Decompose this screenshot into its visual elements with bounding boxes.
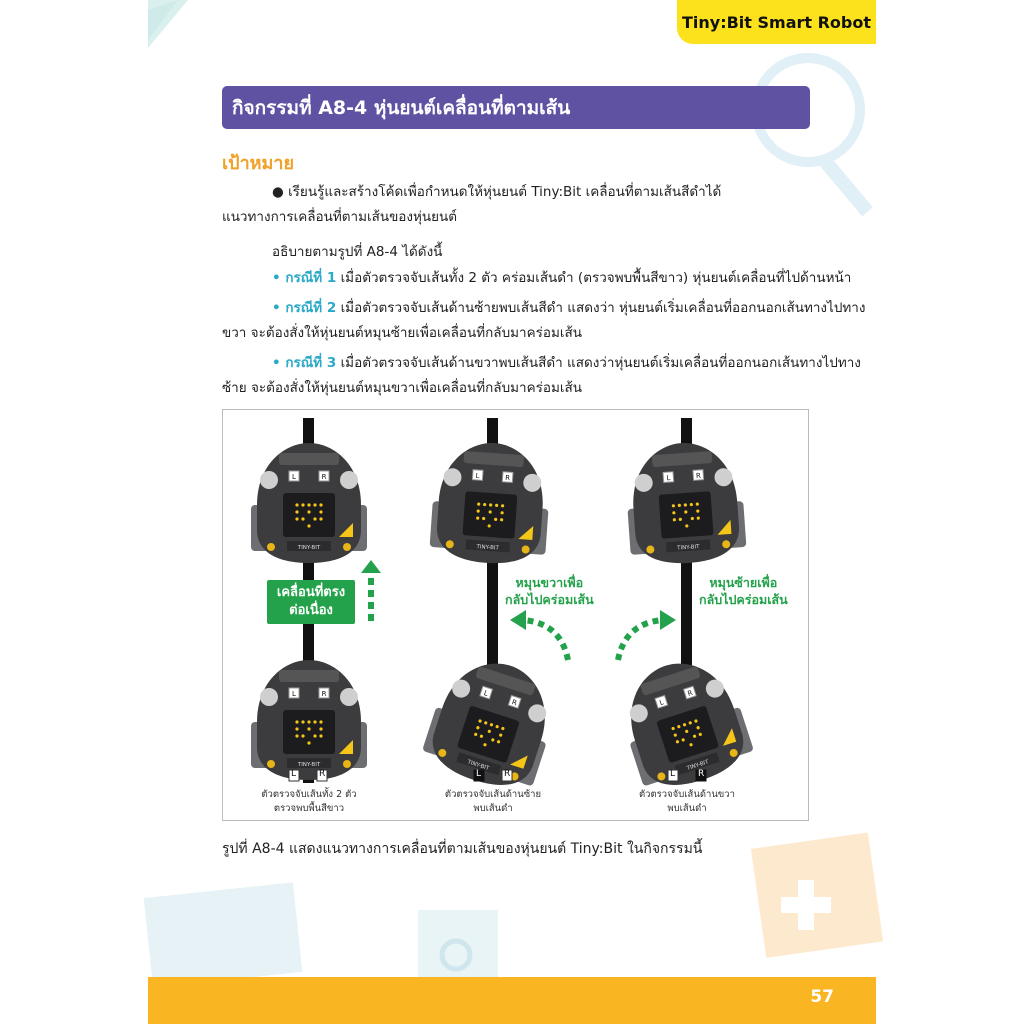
panel1-caption-line2: ตรวจพบพื้นสีขาว [273,802,345,814]
case-1-text: เมื่อตัวตรวจจับเส้นทั้ง 2 ตัว คร่อมเส้นดำ (ตรวจพบพื้นสีขาว) หุ่นยนต์เคลื่อนที่ไปด้านหน้า [336,270,852,286]
panel2-action-line1: หมุนขวาเพื่อ [515,575,584,590]
panel3-caption-line2: พบเส้นดำ [667,802,707,814]
panel2-action-line2: กลับไปคร่อมเส้น [505,591,594,607]
panel2-caption-line1: ตัวตรวจจับเส้นด้านซ้าย [444,789,542,800]
case-1-label: • กรณีที่ 1 [272,270,337,286]
panel2-caption-line2: พบเส้นดำ [473,802,513,814]
intro-text: อธิบายตามรูปที่ A8-4 ได้ดังนี้ [272,244,443,260]
case-3-label: • กรณีที่ 3 [272,355,337,371]
panel3-action-line2: กลับไปคร่อมเส้น [699,591,788,607]
panel1-caption [234,788,384,816]
panel3-action [699,575,788,609]
objective-bullet-line2: แนวทางการเคลื่อนที่ตามเส้นของหุ่นยนต์ [222,209,458,225]
panel1-caption-line1: ตัวตรวจจับเส้นทั้ง 2 ตัว [261,789,357,800]
case-3 [272,351,861,373]
figure-illustration: R TINY-BIT [223,410,808,820]
case-2-label: • กรณีที่ 2 [272,300,337,316]
sensor-label-r: R [698,769,705,779]
sensor-label-l: L [291,769,297,779]
panel1-action: เคลื่อนที่ตรง ต่อเนื่อง [267,580,355,624]
panel2-caption [418,788,568,816]
case-2-text-line2: ขวา จะต้องสั่งให้หุ่นยนต์หมุนซ้ายเพื่อเคลื่อนที่กลับมาคร่อมเส้น [222,325,582,341]
figure-caption: รูปที่ A8-4 แสดงแนวทางการเคลื่อนที่ตามเส้นของหุ่นยนต์ Tiny:Bit ในกิจกรรมนี้ [222,841,703,857]
sensor-label-r: R [504,769,511,779]
sensor-label-l: L [670,769,676,779]
header-title: Tiny:Bit Smart Robot [677,0,876,44]
objective-bullet-line1: ● เรียนรู้และสร้างโค้ดเพื่อกำหนดให้หุ่นยนต์ Tiny:Bit เคลื่อนที่ตามเส้นสีดำได้ [272,184,722,200]
activity-title: กิจกรรมที่ A8-4 หุ่นยนต์เคลื่อนที่ตามเส้น [222,86,810,129]
case-2 [272,296,865,318]
case-3-text-line2: ซ้าย จะต้องสั่งให้หุ่นยนต์หมุนขวาเพื่อเคลื่อนที่กลับมาคร่อมเส้น [222,380,582,396]
panel3-caption [612,788,762,816]
objective-heading: เป้าหมาย [222,153,295,174]
sensor-label-r: R [319,769,326,779]
panel3-caption-line1: ตัวตรวจจับเส้นด้านขวา [639,789,735,800]
panel2-action [505,575,594,609]
page-number: 57 [810,987,834,1007]
case-2-text: เมื่อตัวตรวจจับเส้นด้านซ้ายพบเส้นสีดำ แสดงว่า หุ่นยนต์เริ่มเคลื่อนที่ออกนอกเส้นทางไปทาง [336,300,866,316]
footer-bar [148,977,876,1024]
case-1 [272,266,851,288]
case-3-text: เมื่อตัวตรวจจับเส้นด้านขวาพบเส้นสีดำ แสดงว่าหุ่นยนต์เริ่มเคลื่อนที่ออกนอกเส้นทางไปทาง [336,355,861,371]
panel3-action-line1: หมุนซ้ายเพื่อ [709,575,778,590]
figure-a8-4 [211,408,809,821]
sensor-label-l: L [476,769,482,779]
